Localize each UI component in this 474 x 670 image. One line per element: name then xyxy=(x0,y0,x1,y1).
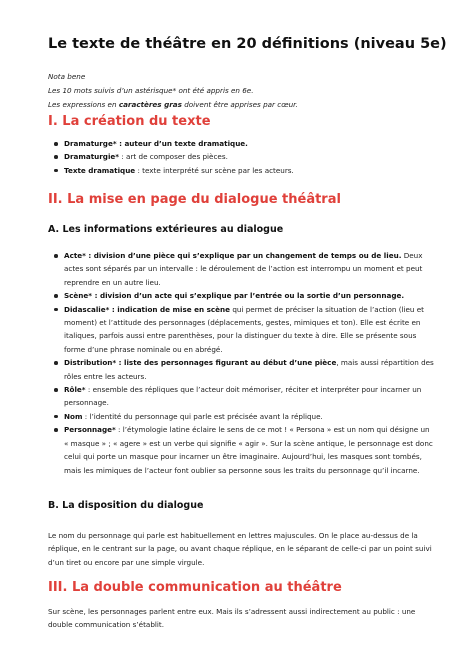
note-line: Les 10 mots suivis d’un astérisque* ont été appris en 6e. xyxy=(48,86,254,95)
definition: : ensemble des répliques que l’acteur doit mémoriser, réciter et interpréter pour incarner un personnage. xyxy=(64,385,422,408)
definition: : art de composer des pièces. xyxy=(119,152,228,162)
term: Scène* : division d’un acte qui s’explique par l’entrée ou la sortie d’un personnage. xyxy=(64,291,405,301)
paragraph: Sur scène, les personnages parlent entre eux. Mais ils s’adressent aussi indirectement au public : une double communication s’établit. xyxy=(48,607,416,630)
list-item xyxy=(64,303,436,357)
definition-list-1 xyxy=(64,137,436,177)
paragraph: Le nom du personnage qui parle est habituellement en lettres majuscules. On le place au-dessus de la réplique, en le centrant sur la page, ou avant chaque réplique, en le séparant de celle-ci par un point suivi d’un tiret ou encore par une simple virgule. xyxy=(48,531,432,567)
list-item xyxy=(64,150,436,163)
subsection-heading-a: A. Les informations extérieures au dialogue xyxy=(48,224,284,235)
term: Personnage* xyxy=(64,425,116,435)
section-heading-1: I. La création du texte xyxy=(48,114,211,129)
term: Didascalie* : indication de mise en scène xyxy=(64,304,231,314)
term: Texte dramatique xyxy=(64,165,136,175)
definition: : l’étymologie latine éclaire le sens de ce mot ! « Persona » est un nom qui désigne un « masque » ; « agere » est un verbe qui signifie « agir ». Sur la scène antique, le personnage est donc celui qui porte un masque pour incarner un être imaginaire. Aujourd’hui, les masques sont tombés, mais les mimiques de l’acteur font oublier sa personne sous les traits du personnage qu’il incarne. xyxy=(64,425,433,475)
list-item xyxy=(64,137,436,150)
list-item xyxy=(64,383,436,410)
term: Distribution* : liste des personnages figurant au début d’une pièce xyxy=(64,358,337,368)
term: Nom xyxy=(64,411,83,421)
term: Acte* : division d’une pièce qui s’explique par un changement de temps ou de lieu. xyxy=(64,251,402,260)
note-heading: Nota bene xyxy=(48,72,86,81)
section-heading-2: II. La mise en page du dialogue théâtral xyxy=(48,192,341,207)
definition: : texte interprété sur scène par les acteurs. xyxy=(135,165,294,175)
list-item xyxy=(64,249,436,289)
term: Rôle* xyxy=(64,385,86,395)
definition: qui permet de préciser la situation de l’action (lieu et moment) et l’attitude des personnages (déplacements, gestes, mimiques et ton). Elle est écrite en italiques, parfois aussi entre parenthèses, pour la distinguer du texte à dire. Elle se présente sous forme d’une phrase nominale ou en abrégé. xyxy=(64,304,424,354)
definition: : l’identité du personnage qui parle est précisée avant la réplique. xyxy=(82,411,323,421)
subsection-heading-b: B. La disposition du dialogue xyxy=(48,500,204,511)
note-bold-text: caractères gras xyxy=(118,100,182,109)
definition: Deux actes sont séparés par un intervalle : le déroulement de l’action est interrompu un moment et peut reprendre en un autre lieu. xyxy=(64,251,423,287)
definition-list-2 xyxy=(64,249,436,477)
section-heading-3: III. La double communication au théâtre xyxy=(48,580,342,595)
page-title: Le texte de théâtre en 20 définitions (niveau 5e) xyxy=(48,36,447,52)
list-item xyxy=(64,410,436,423)
definition: , mais aussi répartition des rôles entre les acteurs. xyxy=(64,358,434,381)
note-text: doivent être apprises par cœur. xyxy=(181,100,298,109)
list-item xyxy=(64,289,436,302)
note-text: Les expressions en xyxy=(48,100,119,109)
term: Dramaturgie* xyxy=(64,152,120,162)
list-item xyxy=(64,423,436,477)
term: Dramaturge* : auteur d’un texte dramatique. xyxy=(64,139,248,148)
list-item xyxy=(64,356,436,383)
list-item xyxy=(64,164,436,177)
note-line xyxy=(48,100,298,109)
